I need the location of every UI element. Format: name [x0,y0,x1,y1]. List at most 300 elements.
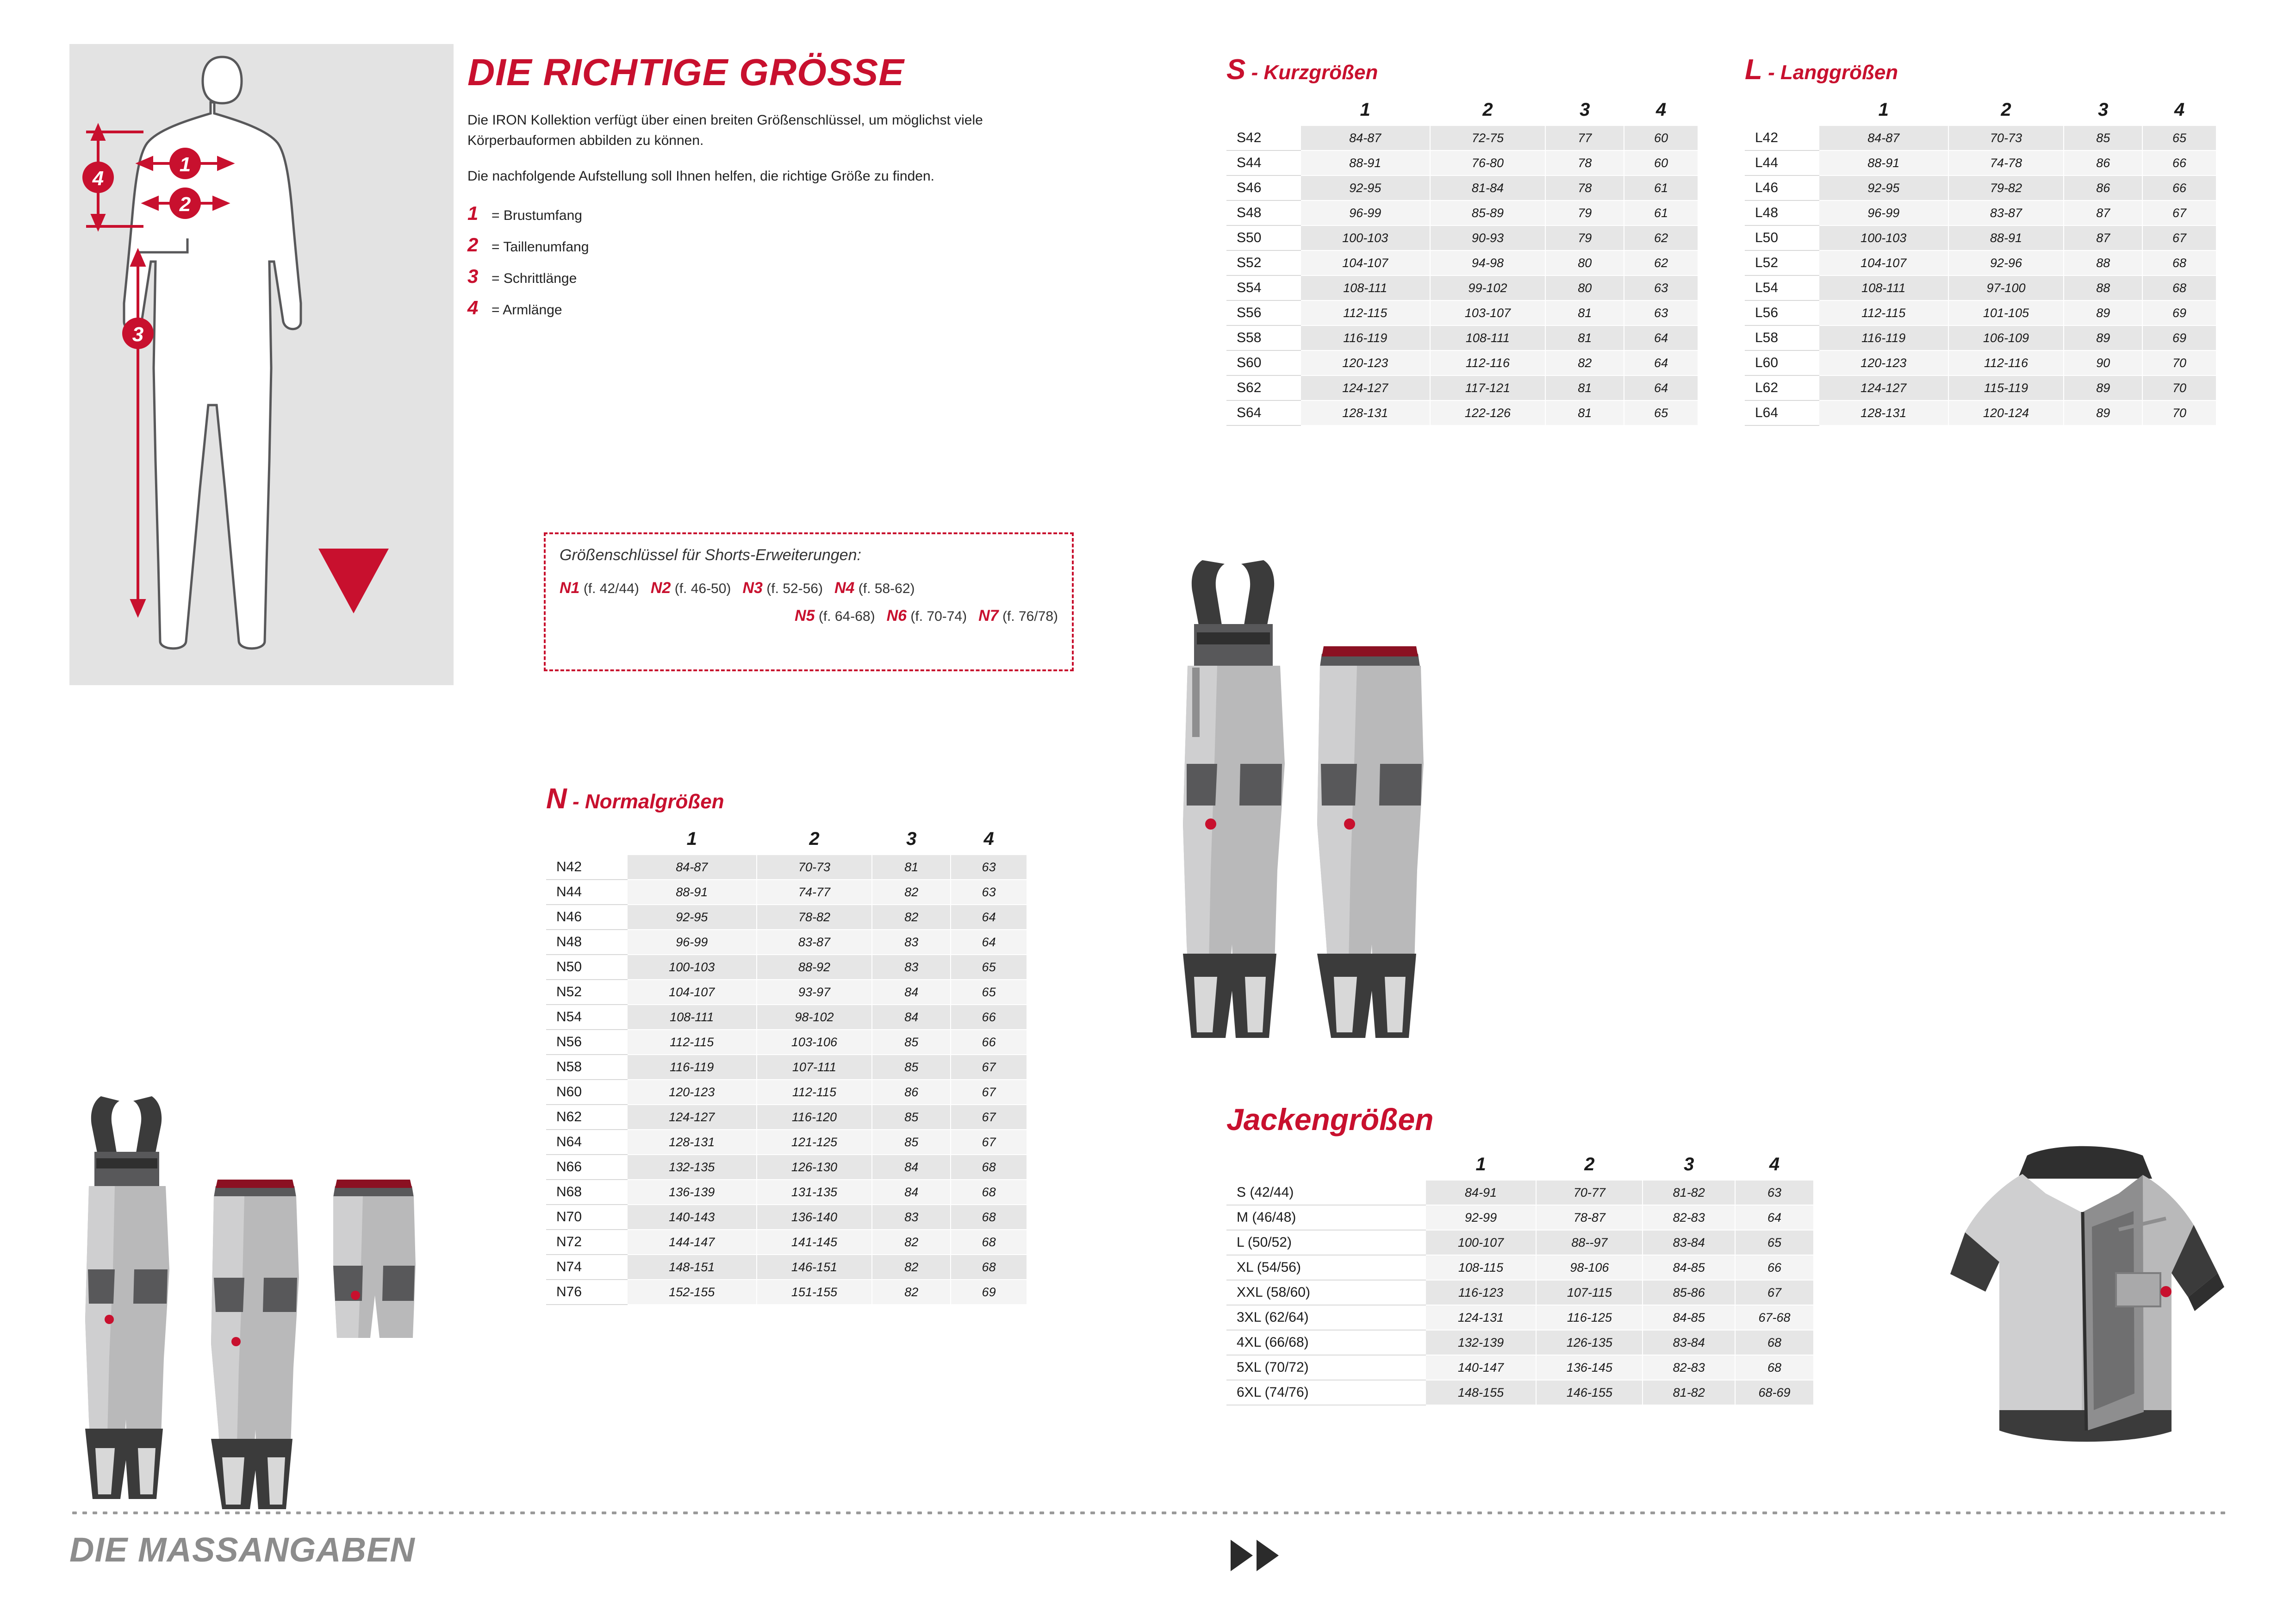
jacket-size-row-label: XXL (58/60) [1226,1280,1425,1305]
table-row [1226,225,1698,250]
short-size-cell: 72-75 [1430,125,1546,150]
long-size-cell: 96-99 [1819,200,1948,225]
normal-sizes-letter: N [546,783,567,815]
table-row [1226,175,1698,200]
shorts-key-n7-range: (f. 76/78) [1002,608,1058,624]
long-size-row-label: L58 [1745,325,1819,350]
jacket-size-cell: 124-131 [1425,1305,1537,1330]
col-head-l-2: 2 [1948,94,2064,125]
short-size-cell: 117-121 [1430,375,1546,400]
shorts-key-title: Größenschlüssel für Shorts-Erweiterungen: [560,546,861,564]
long-size-cell: 68 [2142,275,2216,300]
normal-size-cell: 103-106 [757,1030,872,1055]
long-size-cell: 69 [2142,325,2216,350]
normal-size-cell: 84-87 [627,855,757,880]
table-row [546,1105,1027,1130]
table-row [1226,1205,1814,1230]
short-size-cell: 103-107 [1430,300,1546,325]
short-size-cell: 100-103 [1300,225,1430,250]
normal-size-cell: 121-125 [757,1130,872,1155]
normal-size-cell: 68 [951,1205,1027,1230]
jacket-size-cell: 84-85 [1643,1255,1735,1280]
normal-size-cell: 67 [951,1105,1027,1130]
long-size-cell: 68 [2142,250,2216,275]
table-row [1745,375,2216,400]
long-size-row-label: L64 [1745,400,1819,425]
table-row [546,1130,1027,1155]
jacket-size-row-label: 5XL (70/72) [1226,1355,1425,1380]
table-row [546,1080,1027,1105]
jacket-size-row-label: 4XL (66/68) [1226,1330,1425,1355]
short-size-cell: 64 [1624,375,1698,400]
normal-size-cell: 83-87 [757,930,872,955]
normal-size-cell: 68 [951,1180,1027,1205]
normal-size-cell: 148-151 [627,1255,757,1280]
short-size-cell: 62 [1624,250,1698,275]
long-size-cell: 116-119 [1819,325,1948,350]
long-size-cell: 97-100 [1948,275,2064,300]
jacket-size-row-label: M (46/48) [1226,1205,1425,1230]
short-size-row-label: S52 [1226,250,1300,275]
long-size-row-label: L50 [1745,225,1819,250]
short-size-row-label: S42 [1226,125,1300,150]
normal-size-cell: 82 [872,1280,951,1305]
intro-paragraph-1: Die IRON Kollektion verfügt über einen breiten Größenschlüssel, um möglichst viele Körperbauformen abbilden zu können. [467,112,983,148]
long-size-cell: 115-119 [1948,375,2064,400]
short-size-cell: 81 [1545,325,1624,350]
normal-size-row-label: N66 [546,1155,627,1180]
col-head-j-0 [1226,1149,1425,1180]
short-size-cell: 80 [1545,250,1624,275]
normal-size-cell: 68 [951,1230,1027,1255]
short-size-cell: 92-95 [1300,175,1430,200]
normal-size-cell: 88-91 [627,880,757,905]
short-size-cell: 90-93 [1430,225,1546,250]
jacket-size-cell: 92-99 [1425,1205,1537,1230]
normal-size-row-label: N60 [546,1080,627,1105]
table-row [1745,200,2216,225]
short-size-cell: 124-127 [1300,375,1430,400]
long-size-cell: 74-78 [1948,150,2064,175]
long-size-cell: 69 [2142,300,2216,325]
legend-item-1 [467,202,1069,225]
jacket-size-cell: 64 [1735,1205,1814,1230]
table-row [546,1230,1027,1255]
jacket-size-cell: 126-135 [1536,1330,1643,1355]
long-size-cell: 120-124 [1948,400,2064,425]
long-size-row-label: L48 [1745,200,1819,225]
table-row [1745,250,2216,275]
jacket-size-row-label: S (42/44) [1226,1180,1425,1205]
short-size-cell: 96-99 [1300,200,1430,225]
long-size-cell: 87 [2064,225,2142,250]
table-row [546,1280,1027,1305]
normal-size-cell: 136-139 [627,1180,757,1205]
table-row [1226,300,1698,325]
jacket-size-cell: 84-91 [1425,1180,1537,1205]
jacket-size-cell: 83-84 [1643,1230,1735,1255]
normal-size-cell: 84 [872,1005,951,1030]
long-size-cell: 83-87 [1948,200,2064,225]
normal-size-cell: 116-119 [627,1055,757,1080]
normal-size-cell: 131-135 [757,1180,872,1205]
jacket-size-cell: 85-86 [1643,1280,1735,1305]
normal-size-cell: 67 [951,1130,1027,1155]
normal-size-cell: 84 [872,1155,951,1180]
jacket-size-cell: 108-115 [1425,1255,1537,1280]
short-size-row-label: S46 [1226,175,1300,200]
jacket-size-cell: 82-83 [1643,1355,1735,1380]
marker-3-label: 3 [132,323,144,346]
long-size-cell: 101-105 [1948,300,2064,325]
table-row [546,980,1027,1005]
table-row [1226,350,1698,375]
col-head-n-4: 4 [951,824,1027,855]
normal-size-row-label: N48 [546,930,627,955]
short-size-cell: 99-102 [1430,275,1546,300]
table-row [1226,150,1698,175]
normal-size-cell: 112-115 [627,1030,757,1055]
marker-2-label: 2 [179,193,191,216]
long-size-cell: 70 [2142,375,2216,400]
normal-size-cell: 82 [872,880,951,905]
legend-label-3: = Schrittlänge [492,270,577,286]
short-size-cell: 64 [1624,350,1698,375]
normal-size-cell: 104-107 [627,980,757,1005]
long-size-cell: 87 [2064,200,2142,225]
long-size-cell: 89 [2064,325,2142,350]
col-head-n-1: 1 [627,824,757,855]
short-size-cell: 81 [1545,375,1624,400]
short-size-cell: 122-126 [1430,400,1546,425]
jacket-size-cell: 81-82 [1643,1180,1735,1205]
table-row [1745,225,2216,250]
normal-size-cell: 82 [872,1255,951,1280]
legend-label-1: = Brustumfang [492,207,582,223]
col-head-s-1: 1 [1300,94,1430,125]
normal-size-cell: 120-123 [627,1080,757,1105]
col-head-s-0 [1226,94,1300,125]
table-row [546,1255,1027,1280]
short-size-cell: 65 [1624,400,1698,425]
jacket-size-cell: 146-155 [1536,1380,1643,1405]
table-row [1226,1355,1814,1380]
normal-size-cell: 126-130 [757,1155,872,1180]
col-head-j-1: 1 [1425,1149,1537,1180]
normal-size-cell: 146-151 [757,1255,872,1280]
normal-size-cell: 112-115 [757,1080,872,1105]
short-sizes-subtitle: - Kurzgrößen [1245,61,1378,84]
jacket-size-cell: 81-82 [1643,1380,1735,1405]
long-size-cell: 70 [2142,350,2216,375]
short-size-cell: 61 [1624,175,1698,200]
table-row [1226,400,1698,425]
jacket-size-cell: 116-125 [1536,1305,1643,1330]
table-row [1745,150,2216,175]
shorts-key-n2: N2 [650,579,671,597]
col-head-n-2: 2 [757,824,872,855]
jacket-size-cell: 88--97 [1536,1230,1643,1255]
table-row [546,930,1027,955]
short-size-cell: 108-111 [1300,275,1430,300]
short-size-cell: 62 [1624,225,1698,250]
jacket-size-cell: 132-139 [1425,1330,1537,1355]
normal-size-row-label: N56 [546,1030,627,1055]
normal-size-cell: 63 [951,880,1027,905]
jacket-size-row-label: XL (54/56) [1226,1255,1425,1280]
short-size-cell: 60 [1624,150,1698,175]
table-row [1745,325,2216,350]
jacket-size-cell: 116-123 [1425,1280,1537,1305]
short-size-cell: 79 [1545,225,1624,250]
table-row [1745,275,2216,300]
long-size-cell: 112-115 [1819,300,1948,325]
normal-size-row-label: N74 [546,1255,627,1280]
normal-size-row-label: N54 [546,1005,627,1030]
long-size-cell: 106-109 [1948,325,2064,350]
table-row [1226,1380,1814,1405]
col-head-j-4: 4 [1735,1149,1814,1180]
shorts-key-n6: N6 [886,606,907,625]
short-size-cell: 112-116 [1430,350,1546,375]
long-size-cell: 67 [2142,200,2216,225]
long-sizes-table [1745,94,2217,426]
short-size-cell: 116-119 [1300,325,1430,350]
jacket-size-cell: 100-107 [1425,1230,1537,1255]
long-size-cell: 88-91 [1819,150,1948,175]
long-size-cell: 86 [2064,150,2142,175]
short-size-cell: 60 [1624,125,1698,150]
long-size-row-label: L44 [1745,150,1819,175]
short-size-cell: 120-123 [1300,350,1430,375]
short-size-cell: 94-98 [1430,250,1546,275]
table-row [1226,250,1698,275]
normal-size-cell: 82 [872,905,951,930]
short-size-cell: 104-107 [1300,250,1430,275]
long-size-cell: 128-131 [1819,400,1948,425]
long-size-cell: 89 [2064,300,2142,325]
long-size-row-label: L62 [1745,375,1819,400]
normal-size-cell: 151-155 [757,1280,872,1305]
normal-size-cell: 85 [872,1105,951,1130]
intro-paragraph-2: Die nachfolgende Aufstellung soll Ihnen helfen, die richtige Größe zu finden. [467,169,934,184]
short-size-cell: 78 [1545,150,1624,175]
jacket-size-cell: 107-115 [1536,1280,1643,1305]
table-row [1226,1330,1814,1355]
table-row [1226,275,1698,300]
col-head-n-3: 3 [872,824,951,855]
long-size-cell: 70 [2142,400,2216,425]
short-size-cell: 79 [1545,200,1624,225]
normal-sizes-subtitle: - Normalgrößen [566,790,724,813]
table-row [546,905,1027,930]
long-size-row-label: L56 [1745,300,1819,325]
normal-size-cell: 152-155 [627,1280,757,1305]
short-size-row-label: S48 [1226,200,1300,225]
long-size-cell: 92-95 [1819,175,1948,200]
short-size-cell: 77 [1545,125,1624,150]
normal-size-cell: 74-77 [757,880,872,905]
short-size-cell: 63 [1624,300,1698,325]
long-sizes-letter: L [1745,54,1762,86]
long-size-cell: 92-96 [1948,250,2064,275]
normal-size-row-label: N44 [546,880,627,905]
short-size-row-label: S56 [1226,300,1300,325]
table-header-row [1226,94,1698,125]
legend-number-2: 2 [467,233,479,256]
normal-size-cell: 116-120 [757,1105,872,1130]
long-size-row-label: L46 [1745,175,1819,200]
normal-size-cell: 124-127 [627,1105,757,1130]
long-size-cell: 84-87 [1819,125,1948,150]
table-row [546,955,1027,980]
long-size-cell: 120-123 [1819,350,1948,375]
normal-size-row-label: N50 [546,955,627,980]
jacket-size-cell: 136-145 [1536,1355,1643,1380]
jacket-size-cell: 68 [1735,1330,1814,1355]
legend-label-2: = Taillenumfang [492,239,589,255]
shorts-key-n3: N3 [742,579,763,597]
col-head-s-2: 2 [1430,94,1546,125]
normal-size-cell: 92-95 [627,905,757,930]
long-size-cell: 66 [2142,175,2216,200]
col-head-j-2: 2 [1536,1149,1643,1180]
long-size-cell: 66 [2142,150,2216,175]
marker-4-label: 4 [92,167,104,190]
short-size-row-label: S58 [1226,325,1300,350]
short-size-cell: 108-111 [1430,325,1546,350]
normal-size-cell: 83 [872,930,951,955]
marker-1-label: 1 [179,153,191,176]
col-head-l-1: 1 [1819,94,1948,125]
jacket-sizes-section [1226,1102,1814,1405]
table-row [1226,1280,1814,1305]
shorts-key-n3-range: (f. 52-56) [766,581,823,596]
bib-and-trousers-illustration [1166,546,1500,1074]
page-title: DIE RICHTIGE GRÖSSE [467,51,904,94]
col-head-l-0 [1745,94,1819,125]
normal-size-row-label: N52 [546,980,627,1005]
normal-sizes-section [546,782,1027,1305]
table-row [1226,1230,1814,1255]
long-size-cell: 89 [2064,375,2142,400]
normal-size-cell: 107-111 [757,1055,872,1080]
jacket-size-cell: 70-77 [1536,1180,1643,1205]
short-size-cell: 82 [1545,350,1624,375]
long-size-cell: 79-82 [1948,175,2064,200]
long-size-cell: 89 [2064,400,2142,425]
jacket-size-cell: 68-69 [1735,1380,1814,1405]
legend-item-4 [467,297,1069,319]
long-size-cell: 124-127 [1819,375,1948,400]
normal-size-row-label: N64 [546,1130,627,1155]
short-size-cell: 81 [1545,300,1624,325]
normal-size-cell: 85 [872,1030,951,1055]
normal-size-row-label: N46 [546,905,627,930]
table-row [1226,1255,1814,1280]
short-size-cell: 88-91 [1300,150,1430,175]
normal-size-row-label: N58 [546,1055,627,1080]
table-row [546,1005,1027,1030]
short-size-cell: 76-80 [1430,150,1546,175]
long-size-row-label: L54 [1745,275,1819,300]
short-size-row-label: S64 [1226,400,1300,425]
long-size-cell: 85 [2064,125,2142,150]
shorts-key-line-1 [560,575,1058,602]
table-row [1745,175,2216,200]
jacket-illustration [1935,1134,2231,1505]
jacket-size-cell: 67 [1735,1280,1814,1305]
short-size-row-label: S62 [1226,375,1300,400]
table-row [546,1030,1027,1055]
shorts-key-n2-range: (f. 46-50) [674,581,731,596]
normal-size-row-label: N70 [546,1205,627,1230]
table-row [1745,125,2216,150]
short-size-row-label: S44 [1226,150,1300,175]
normal-size-cell: 100-103 [627,955,757,980]
table-row [1226,1180,1814,1205]
table-row [1745,400,2216,425]
shorts-key-n5-range: (f. 64-68) [818,608,875,624]
table-row [546,1205,1027,1230]
table-row [546,1180,1027,1205]
jacket-size-row-label: L (50/52) [1226,1230,1425,1255]
table-row [1745,300,2216,325]
normal-size-row-label: N68 [546,1180,627,1205]
table-row [546,1055,1027,1080]
shorts-key-n4: N4 [834,579,855,597]
normal-size-cell: 88-92 [757,955,872,980]
normal-size-cell: 69 [951,1280,1027,1305]
normal-size-cell: 141-145 [757,1230,872,1255]
double-arrow-icon [1229,1537,1294,1574]
short-sizes-letter: S [1226,54,1246,86]
shorts-key-n1: N1 [560,579,580,597]
short-size-cell: 84-87 [1300,125,1430,150]
normal-size-cell: 65 [951,955,1027,980]
normal-size-cell: 84 [872,980,951,1005]
table-row [1226,325,1698,350]
legend-number-3: 3 [467,265,479,287]
body-measurement-figure-panel [69,44,454,685]
long-size-cell: 70-73 [1948,125,2064,150]
long-size-cell: 104-107 [1819,250,1948,275]
long-sizes-title [1745,53,2217,86]
long-size-row-label: L60 [1745,350,1819,375]
long-size-row-label: L52 [1745,250,1819,275]
long-sizes-subtitle: - Langgrößen [1762,61,1898,84]
normal-sizes-table [546,824,1027,1305]
col-head-j-3: 3 [1643,1149,1735,1180]
short-sizes-table [1226,94,1699,426]
footer-title: DIE MASSANGABEN [69,1530,415,1569]
short-size-cell: 64 [1624,325,1698,350]
normal-sizes-title [546,782,1027,815]
normal-size-cell: 64 [951,930,1027,955]
jacket-size-cell: 148-155 [1425,1380,1537,1405]
triangle-accent [318,549,389,613]
jacket-size-cell: 82-83 [1643,1205,1735,1230]
col-head-l-4: 4 [2142,94,2216,125]
normal-size-cell: 83 [872,955,951,980]
shorts-key-n4-range: (f. 58-62) [858,581,915,596]
body-figure-illustration [69,44,454,685]
long-size-cell: 112-116 [1948,350,2064,375]
legend-label-4: = Armlänge [492,302,562,318]
long-size-cell: 90 [2064,350,2142,375]
shorts-size-key-box [544,532,1074,671]
normal-size-cell: 82 [872,1230,951,1255]
